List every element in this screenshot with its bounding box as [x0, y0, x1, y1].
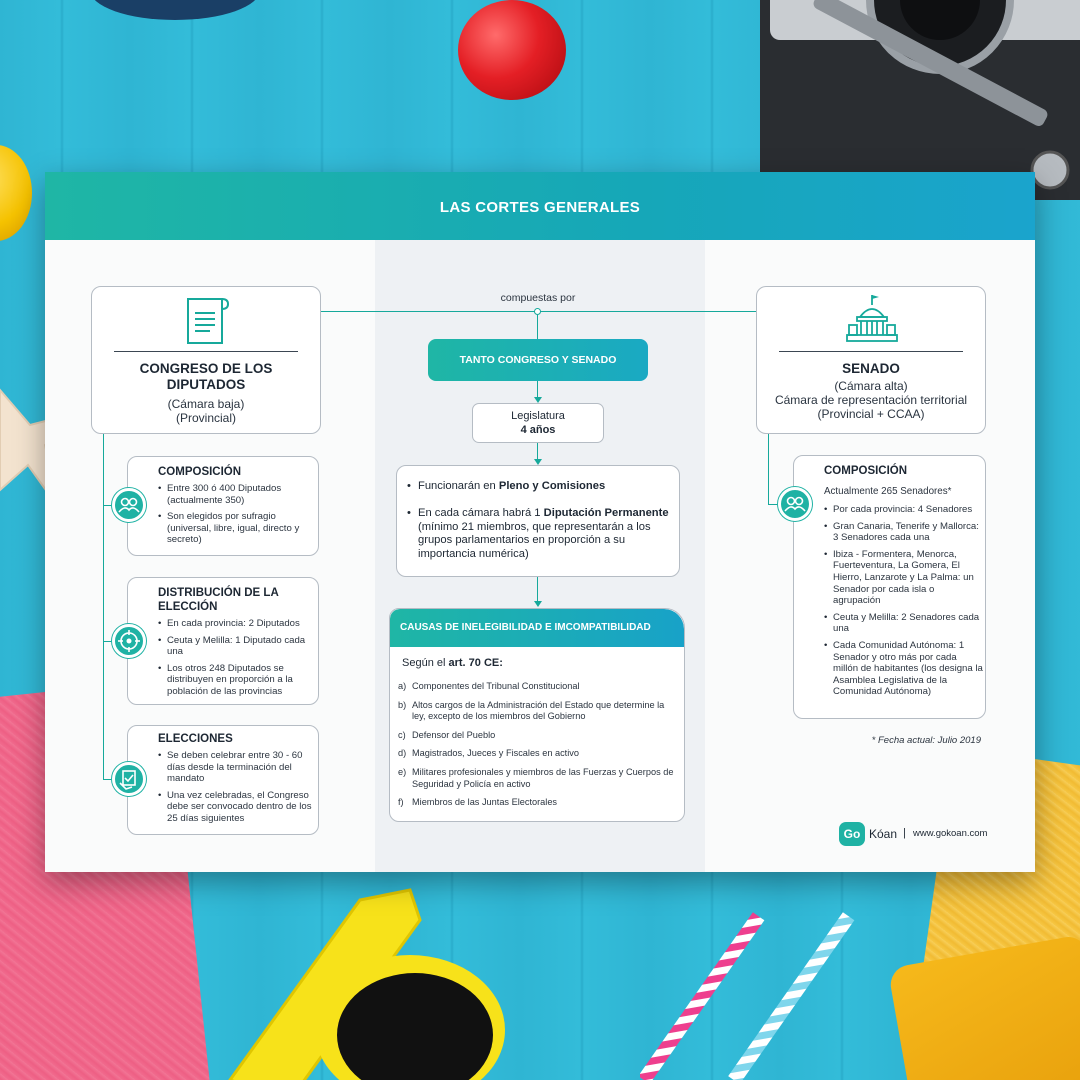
list-item: • Entre 300 ó 400 Diputados (actualmente 350)	[158, 483, 316, 506]
sunglasses-decoration	[210, 880, 510, 1080]
footer-separator: |	[903, 827, 906, 839]
causas-intro: Según el art. 70 CE:	[402, 657, 503, 669]
connector-node	[534, 308, 541, 315]
right-connector-line	[768, 434, 769, 504]
composicion-senado-box	[793, 455, 986, 719]
connector-label: compuestas por	[500, 292, 576, 304]
composicion-senado-intro: Actualmente 265 Senadores*	[824, 486, 952, 497]
list-item: • En cada provincia: 2 Diputados	[158, 618, 316, 630]
legislatura-box	[472, 403, 604, 443]
page-title: LAS CORTES GENERALES	[439, 199, 641, 216]
composicion-congreso-title: COMPOSICIÓN	[158, 466, 242, 478]
both-chambers-label: TANTO CONGRESO Y SENADO	[428, 339, 648, 381]
people-icon	[112, 488, 146, 522]
gokoan-logo-mark: Go	[839, 822, 865, 846]
list-item: a) Componentes del Tribunal Constitucional	[398, 681, 580, 691]
list-item: • Son elegidos por sufragio (universal, libre, igual, directo y secreto)	[158, 511, 316, 546]
funcionamiento-box	[396, 465, 680, 577]
distribucion-box	[127, 577, 319, 705]
list-item: b) Altos cargos de la Administración del Estado que determine la ley, excepto de los miembros del Gobierno	[398, 699, 665, 722]
congreso-title-line2: DIPUTADOS	[166, 377, 246, 392]
gokoan-logo-text: Kóan	[869, 827, 898, 841]
causas-title: CAUSAS DE INELEGIBILIDAD E IMCOMPATIBILIDAD	[390, 609, 684, 647]
congreso-subtitle-2: (Provincial)	[175, 411, 236, 425]
elecciones-list	[158, 750, 316, 830]
list-item: • Ceuta y Melilla: 1 Diputado cada una	[158, 635, 316, 658]
blue-disc-decoration	[90, 0, 260, 20]
infographic-sheet	[45, 172, 1035, 872]
center-connector-line	[537, 577, 538, 603]
congreso-subtitle-1: (Cámara baja)	[167, 397, 245, 411]
distribucion-list	[158, 618, 316, 703]
arrow-down	[534, 601, 542, 607]
elecciones-title: ELECCIONES	[158, 733, 233, 745]
causas-box	[389, 608, 685, 822]
legislatura-value: 4 años	[520, 424, 556, 436]
footnote: * Fecha actual: Julio 2019	[871, 735, 981, 746]
list-item: • Ceuta y Melilla: 2 Senadores cada una	[824, 612, 984, 635]
elecciones-box	[127, 725, 319, 835]
list-item: • Cada Comunidad Autónoma: 1 Senador y otro más por cada millón de habitantes (los designa la Asamblea Legislativa de la Comunidad Autónoma)	[824, 640, 984, 698]
composicion-congreso-box	[127, 456, 319, 556]
list-item: • Gran Canaria, Tenerife y Mallorca: 3 Senadores cada una	[824, 521, 984, 544]
red-ball-decoration	[458, 0, 566, 100]
senado-subtitle-2: Cámara de representación territorial	[774, 393, 968, 407]
list-item: f) Miembros de las Juntas Electorales	[398, 797, 558, 808]
funcionamiento-item-1: • Funcionarán en Pleno y Comisiones	[407, 480, 606, 492]
congreso-title-line1: CONGRESO DE LOS	[139, 361, 273, 376]
funcionamiento-item-2: • En cada cámara habrá 1 Diputación Permanente (mínimo 21 miembros, que representarán a los grupos parlamentarios en proporción a su importancia numérica)	[407, 507, 669, 560]
people-icon	[778, 487, 812, 521]
composicion-congreso-list	[158, 483, 316, 551]
list-item: c) Defensor del Pueblo	[398, 729, 496, 740]
composicion-senado-title: COMPOSICIÓN	[824, 465, 908, 477]
senado-divider	[779, 351, 963, 352]
distribucion-title: DISTRIBUCIÓN DE LA ELECCIÓN	[158, 587, 279, 613]
list-item: • Por cada provincia: 4 Senadores	[824, 504, 984, 516]
list-item: • Los otros 248 Diputados se distribuyen en proporción a la población de las provincias	[158, 663, 316, 698]
list-item: d) Magistrados, Jueces y Fiscales en activo	[398, 748, 579, 759]
senado-box	[756, 286, 986, 434]
congreso-divider	[114, 351, 298, 352]
congreso-box	[91, 286, 321, 434]
distribution-icon	[112, 624, 146, 658]
list-item: • Una vez celebradas, el Congreso debe ser convocado dentro de los 25 días siguientes	[158, 790, 316, 825]
ballot-icon	[112, 762, 146, 796]
senado-subtitle-1: (Cámara alta)	[834, 379, 908, 393]
yellow-ball-decoration	[0, 145, 32, 241]
list-item: • Ibiza - Formentera, Menorca, Fuerteventura, La Gomera, El Hierro, Lanzarote y La Palma: un Senador por cada isla o agrupación	[824, 549, 984, 607]
list-item: • Se deben celebrar entre 30 - 60 días desde la terminación del mandato	[158, 750, 316, 785]
left-connector-line	[103, 434, 104, 780]
legislatura-label: Legislatura	[511, 410, 565, 422]
straws-decoration	[640, 900, 860, 1080]
document-icon	[182, 295, 232, 347]
center-connector-line	[537, 315, 538, 339]
list-item: e) Militares profesionales y miembros de las Fuerzas y Cuerpos de Seguridad y Policía en activo	[398, 766, 674, 789]
senado-title: SENADO	[842, 361, 900, 376]
yellow-object-decoration	[888, 934, 1080, 1080]
footer-url: www.gokoan.com	[913, 828, 988, 839]
causas-list	[392, 681, 678, 816]
parliament-building-icon	[845, 293, 899, 347]
senado-subtitle-3: (Provincial + CCAA)	[817, 407, 925, 421]
composicion-senado-list	[824, 504, 984, 703]
